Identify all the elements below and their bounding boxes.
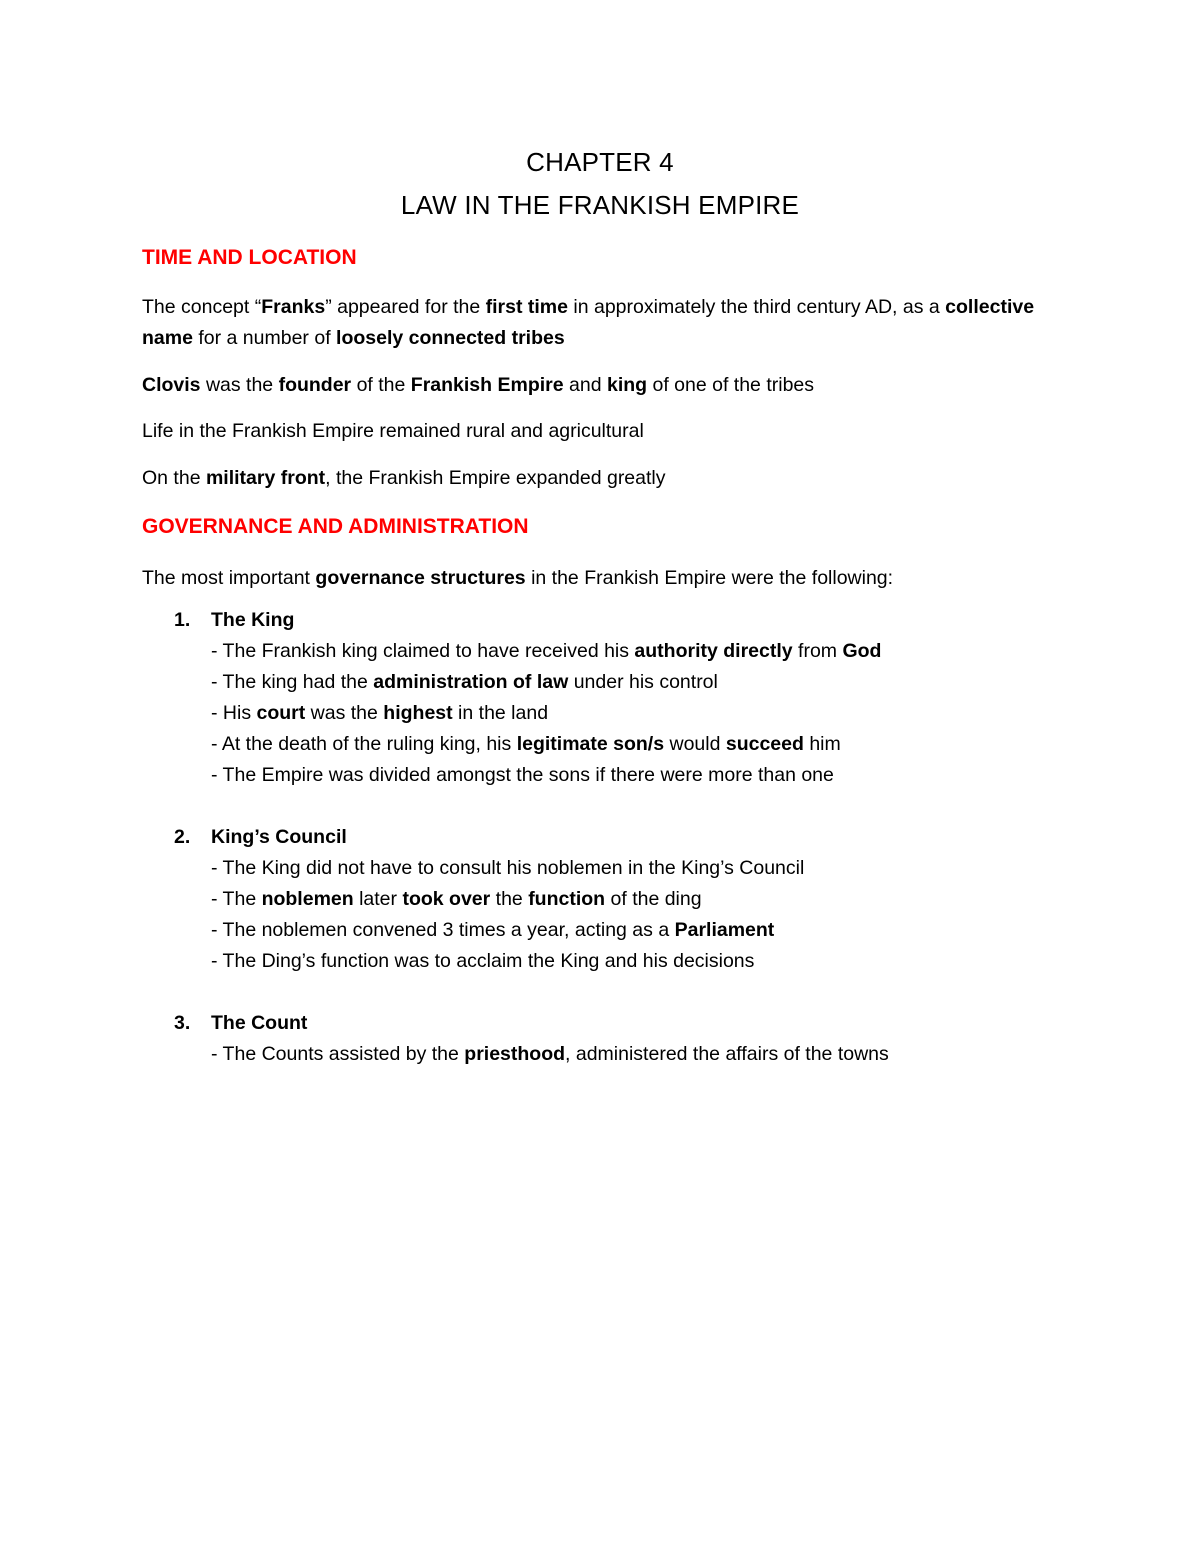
bold-text-run: priesthood bbox=[464, 1043, 566, 1065]
text-run: for a number of bbox=[192, 327, 337, 349]
text-run: - The noblemen convened 3 times a year, acting as a bbox=[211, 919, 675, 941]
bold-text-run: loosely connected tribes bbox=[336, 327, 565, 349]
list-item-title: The Count bbox=[211, 1012, 308, 1034]
list-subline bbox=[211, 733, 841, 756]
list-item-kings-council bbox=[174, 826, 347, 849]
list-number: 1. bbox=[174, 609, 191, 631]
list-subline bbox=[211, 950, 754, 973]
text-run: - The King did not have to consult his noblemen in the King’s Council bbox=[211, 857, 805, 879]
text-run: , administered the affairs of the towns bbox=[565, 1043, 889, 1065]
paragraph-military-front bbox=[142, 463, 1042, 494]
section-heading-time-location: TIME AND LOCATION bbox=[142, 246, 357, 269]
text-run: ” appeared for the bbox=[325, 296, 486, 318]
text-run: - The Counts assisted by the bbox=[211, 1043, 465, 1065]
list-item-title: King’s Council bbox=[211, 826, 347, 848]
text-run: - The Ding’s function was to acclaim the King and his decisions bbox=[211, 950, 755, 972]
text-run: later bbox=[353, 888, 403, 910]
paragraph-rural-life bbox=[142, 416, 1042, 447]
text-run: the bbox=[490, 888, 529, 910]
text-run: from bbox=[792, 640, 843, 662]
bold-text-run: Frankish Empire bbox=[410, 374, 564, 396]
list-subline bbox=[211, 640, 881, 663]
bold-text-run: function bbox=[528, 888, 606, 910]
paragraph-clovis bbox=[142, 370, 1042, 401]
list-subline bbox=[211, 919, 774, 942]
bold-text-run: Parliament bbox=[674, 919, 775, 941]
list-item-title: The King bbox=[211, 609, 295, 631]
chapter-title: LAW IN THE FRANKISH EMPIRE bbox=[400, 190, 800, 220]
bold-text-run: highest bbox=[383, 702, 453, 724]
bold-text-run: Clovis bbox=[142, 374, 201, 396]
bold-text-run: military front bbox=[205, 467, 326, 489]
text-run: - The bbox=[211, 888, 262, 910]
chapter-number: CHAPTER 4 bbox=[526, 147, 674, 177]
bold-text-run: first time bbox=[485, 296, 568, 318]
bold-text-run: God bbox=[842, 640, 882, 662]
bold-text-run: collective name bbox=[142, 296, 1040, 349]
list-subline bbox=[211, 702, 548, 725]
text-run: him bbox=[803, 733, 841, 755]
bold-text-run: authority directly bbox=[634, 640, 793, 662]
bold-text-run: administration of law bbox=[373, 671, 569, 693]
text-run: - His bbox=[211, 702, 257, 724]
list-subline bbox=[211, 1043, 889, 1066]
text-run: The concept “ bbox=[142, 296, 262, 318]
bold-text-run: succeed bbox=[725, 733, 804, 755]
list-subline bbox=[211, 671, 718, 694]
text-run: Life in the Frankish Empire remained rural and agricultural bbox=[142, 420, 644, 442]
list-subline bbox=[211, 764, 834, 787]
paragraph-franks-concept bbox=[142, 292, 1042, 354]
list-subline bbox=[211, 888, 702, 911]
text-run: - The Frankish king claimed to have received his bbox=[211, 640, 635, 662]
text-run: of one of the tribes bbox=[647, 374, 815, 396]
text-run: - The Empire was divided amongst the sons if there were more than one bbox=[211, 764, 834, 786]
text-run: in approximately the third century AD, as a bbox=[567, 296, 946, 318]
list-subline bbox=[211, 857, 804, 880]
list-number: 2. bbox=[174, 826, 191, 848]
bold-text-run: court bbox=[256, 702, 306, 724]
bold-text-run: took over bbox=[402, 888, 491, 910]
text-run: would bbox=[664, 733, 726, 755]
list-item-the-count bbox=[174, 1012, 307, 1035]
text-run: , the Frankish Empire expanded greatly bbox=[325, 467, 666, 489]
text-run: On the bbox=[142, 467, 206, 489]
text-run: - At the death of the ruling king, his bbox=[211, 733, 517, 755]
text-run: was the bbox=[305, 702, 384, 724]
text-run: of the bbox=[351, 374, 411, 396]
text-run: was the bbox=[200, 374, 279, 396]
bold-text-run: king bbox=[606, 374, 648, 396]
text-run: under his control bbox=[568, 671, 718, 693]
text-run: in the Frankish Empire were the following: bbox=[525, 567, 894, 589]
paragraph-governance-intro bbox=[142, 563, 1042, 594]
text-run: The most important bbox=[142, 567, 316, 589]
section-heading-governance: GOVERNANCE AND ADMINISTRATION bbox=[142, 515, 529, 538]
list-item-the-king bbox=[174, 609, 294, 632]
text-run: and bbox=[563, 374, 607, 396]
text-run: - The king had the bbox=[211, 671, 374, 693]
bold-text-run: founder bbox=[278, 374, 352, 396]
bold-text-run: noblemen bbox=[261, 888, 354, 910]
bold-text-run: Franks bbox=[261, 296, 326, 318]
list-number: 3. bbox=[174, 1012, 191, 1034]
bold-text-run: governance structures bbox=[315, 567, 526, 589]
bold-text-run: legitimate son/s bbox=[516, 733, 665, 755]
text-run: of the ding bbox=[605, 888, 702, 910]
text-run: in the land bbox=[452, 702, 549, 724]
